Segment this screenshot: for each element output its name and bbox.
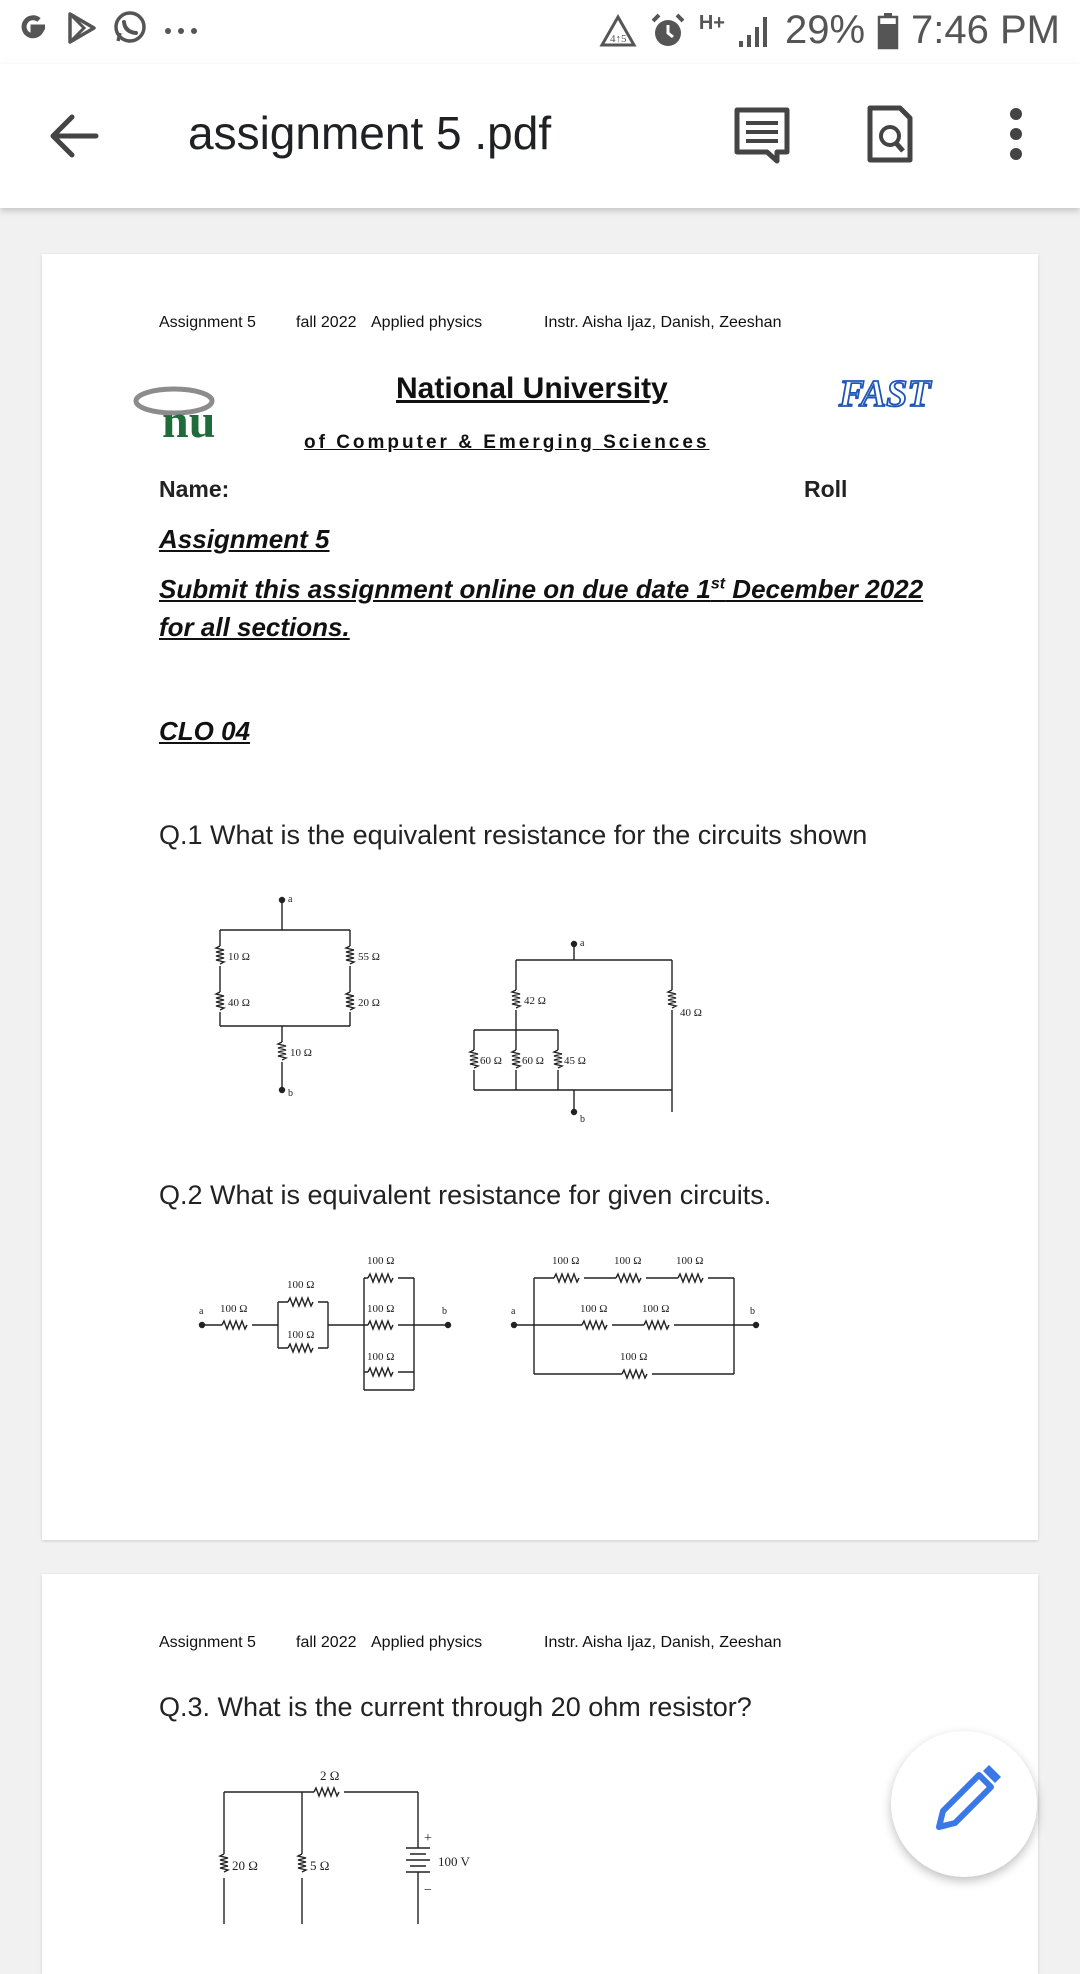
circuit-2a: [192, 1246, 502, 1396]
whatsapp-icon: [112, 10, 148, 46]
system-indicators: [599, 8, 1060, 53]
svg-text:a: a: [288, 894, 293, 905]
university-subtitle: of Computer & Emerging Sciences: [304, 432, 710, 453]
svg-text:100 Ω: 100 Ω: [367, 1255, 395, 1267]
svg-text:45 Ω: 45 Ω: [564, 1055, 586, 1067]
svg-text:20 Ω: 20 Ω: [232, 1858, 258, 1873]
svg-text:b: b: [580, 1114, 585, 1125]
question-2: Q.2 What is equivalent resistance for given circuits.: [159, 1180, 772, 1210]
svg-text:42 Ω: 42 Ω: [524, 995, 546, 1007]
svg-text:a: a: [199, 1306, 204, 1317]
app-bar: [0, 64, 1080, 208]
svg-text:100 Ω: 100 Ω: [676, 1255, 704, 1267]
back-arrow-icon[interactable]: [46, 108, 102, 164]
svg-text:20 Ω: 20 Ω: [358, 997, 380, 1009]
svg-text:a: a: [580, 938, 585, 949]
svg-text:b: b: [750, 1306, 755, 1317]
document-title: assignment 5 .pdf: [188, 107, 552, 159]
status-bar: [0, 0, 1080, 64]
svg-text:55 Ω: 55 Ω: [358, 951, 380, 963]
header-term: fall 2022: [296, 314, 357, 331]
svg-text:100 Ω: 100 Ω: [642, 1303, 670, 1315]
svg-text:60 Ω: 60 Ω: [522, 1055, 544, 1067]
svg-text:FAST: FAST: [839, 373, 931, 415]
svg-text:100 Ω: 100 Ω: [580, 1303, 608, 1315]
header-term: fall 2022: [296, 1634, 357, 1651]
clo-label: CLO 04: [159, 716, 251, 746]
svg-text:nu: nu: [162, 395, 216, 448]
battery-percent: 29%: [784, 8, 866, 52]
circuit-1b: [472, 934, 732, 1134]
pdf-page-2[interactable]: [42, 1574, 1038, 1974]
notification-icons: [16, 10, 202, 46]
pdf-page-1[interactable]: [42, 254, 1038, 1540]
header-assignment: Assignment 5: [159, 1634, 256, 1651]
svg-text:b: b: [442, 1306, 447, 1317]
header-assignment: Assignment 5: [159, 314, 256, 331]
svg-text:100 Ω: 100 Ω: [552, 1255, 580, 1267]
header-instructors: Instr. Aisha Ijaz, Danish, Zeeshan: [544, 314, 782, 331]
edit-pencil-icon: [891, 1731, 1037, 1877]
more-dots-icon: [162, 11, 202, 45]
data-saver-icon: [599, 13, 637, 49]
circuit-3: [202, 1754, 470, 1924]
assignment-heading: Assignment 5: [159, 524, 330, 554]
svg-text:−: −: [424, 1883, 432, 1898]
svg-text:2 Ω: 2 Ω: [320, 1768, 340, 1783]
submit-line-2: for all sections.: [159, 612, 350, 642]
question-3: Q.3. What is the current through 20 ohm resistor?: [159, 1692, 752, 1722]
battery-icon: [877, 12, 899, 50]
svg-text:100 Ω: 100 Ω: [620, 1351, 648, 1363]
roll-label: Roll: [804, 476, 848, 502]
university-name: National University: [396, 372, 668, 405]
svg-text:100 Ω: 100 Ω: [287, 1279, 315, 1291]
signal-icon: [737, 13, 773, 49]
google-icon: [16, 11, 50, 45]
name-label: Name:: [159, 476, 230, 502]
network-type: H+: [698, 12, 725, 34]
svg-text:5 Ω: 5 Ω: [310, 1858, 330, 1873]
svg-text:10 Ω: 10 Ω: [290, 1047, 312, 1059]
header-instructors: Instr. Aisha Ijaz, Danish, Zeeshan: [544, 1634, 782, 1651]
svg-text:40 Ω: 40 Ω: [680, 1007, 702, 1019]
circuit-1a: [202, 894, 402, 1134]
submit-line-1: Submit this assignment online on due date 1st December 2022: [159, 574, 924, 604]
nu-logo: [134, 379, 234, 448]
svg-text:100 Ω: 100 Ω: [367, 1303, 395, 1315]
svg-text:+: +: [424, 1831, 432, 1846]
svg-text:100 Ω: 100 Ω: [367, 1351, 395, 1363]
svg-text:b: b: [288, 1088, 293, 1099]
svg-text:100 Ω: 100 Ω: [287, 1329, 315, 1341]
svg-text:40 Ω: 40 Ω: [228, 997, 250, 1009]
alarm-icon: [649, 12, 687, 50]
question-1: Q.1 What is the equivalent resistance for the circuits shown: [159, 820, 868, 850]
svg-text:60 Ω: 60 Ω: [480, 1055, 502, 1067]
svg-text:a: a: [511, 1306, 516, 1317]
svg-text:100 V: 100 V: [438, 1854, 470, 1869]
overflow-menu-icon[interactable]: [986, 104, 1046, 164]
play-store-icon: [64, 11, 98, 45]
comment-icon[interactable]: [732, 104, 792, 164]
clock: 7:46 PM: [911, 8, 1060, 52]
edit-fab-button[interactable]: [891, 1731, 1037, 1877]
svg-text:4↑5: 4↑5: [609, 32, 627, 45]
svg-text:10 Ω: 10 Ω: [228, 951, 250, 963]
svg-text:100 Ω: 100 Ω: [220, 1303, 248, 1315]
circuit-2b: [502, 1246, 812, 1396]
header-course: Applied physics: [371, 314, 483, 331]
search-document-icon[interactable]: [860, 104, 920, 164]
svg-text:100 Ω: 100 Ω: [614, 1255, 642, 1267]
header-course: Applied physics: [371, 1634, 483, 1651]
fast-logo: [837, 370, 931, 415]
